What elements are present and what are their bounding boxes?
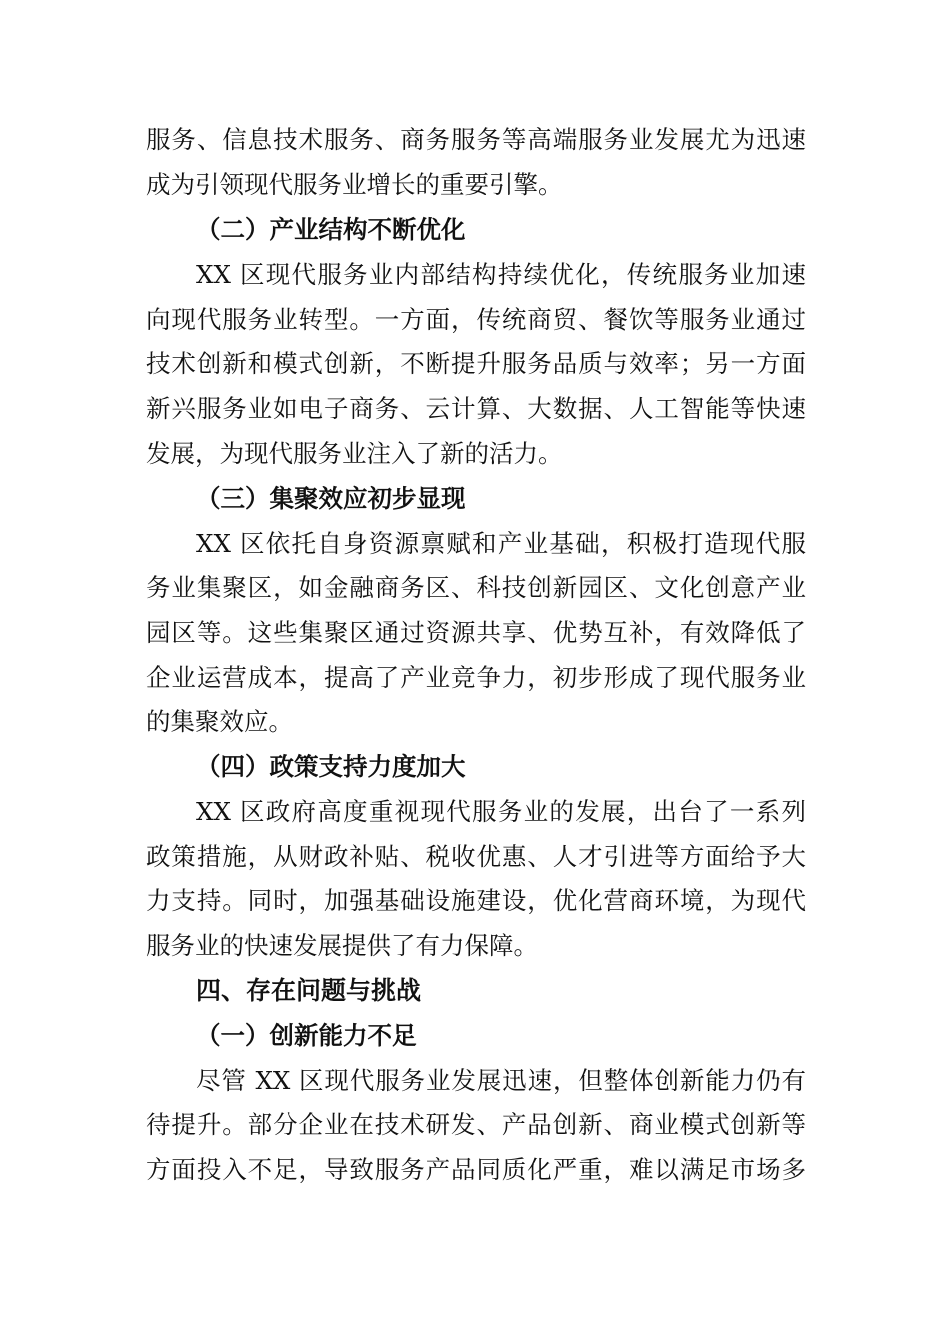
paragraph-line: 方面投入不足，导致服务产品同质化严重，难以满足市场多 [146, 1155, 806, 1184]
paragraph-line: 技术创新和模式创新，不断提升服务品质与效率；另一方面 [146, 349, 806, 378]
paragraph-line: XX 区现代服务业内部结构持续优化，传统服务业加速 [196, 260, 806, 289]
chapter-heading-4: 四、存在问题与挑战 [196, 976, 422, 1005]
paragraph-line: 成为引领现代服务业增长的重要引擎。 [146, 170, 563, 199]
paragraph-line: 政策措施，从财政补贴、税收优惠、人才引进等方面给予大 [146, 842, 806, 871]
paragraph-line: 力支持。同时，加强基础设施建设，优化营商环境，为现代 [146, 886, 806, 915]
section-heading-4: （四）政策支持力度加大 [196, 752, 466, 781]
paragraph-line: 园区等。这些集聚区通过资源共享、优势互补，有效降低了 [146, 618, 806, 647]
section-heading-4-1: （一）创新能力不足 [196, 1021, 417, 1050]
paragraph-line: 务业集聚区，如金融商务区、科技创新园区、文化创意产业 [146, 573, 806, 602]
paragraph-line: 服务、信息技术服务、商务服务等高端服务业发展尤为迅速 [146, 125, 806, 154]
paragraph-line: 向现代服务业转型。一方面，传统商贸、餐饮等服务业通过 [146, 305, 806, 334]
paragraph-line: 发展，为现代服务业注入了新的活力。 [146, 439, 563, 468]
paragraph-line: 的集聚效应。 [146, 707, 293, 736]
paragraph-line: XX 区依托自身资源禀赋和产业基础，积极打造现代服 [196, 529, 806, 558]
paragraph-line: 待提升。部分企业在技术研发、产品创新、商业模式创新等 [146, 1110, 806, 1139]
paragraph-line: 企业运营成本，提高了产业竞争力，初步形成了现代服务业 [146, 663, 806, 692]
paragraph-line: 新兴服务业如电子商务、云计算、大数据、人工智能等快速 [146, 394, 806, 423]
paragraph-line: XX 区政府高度重视现代服务业的发展，出台了一系列 [196, 797, 806, 826]
paragraph-line: 尽管 XX 区现代服务业发展迅速，但整体创新能力仍有 [196, 1066, 806, 1095]
paragraph-line: 服务业的快速发展提供了有力保障。 [146, 931, 538, 960]
section-heading-2: （二）产业结构不断优化 [196, 215, 466, 244]
section-heading-3: （三）集聚效应初步显现 [196, 484, 466, 513]
